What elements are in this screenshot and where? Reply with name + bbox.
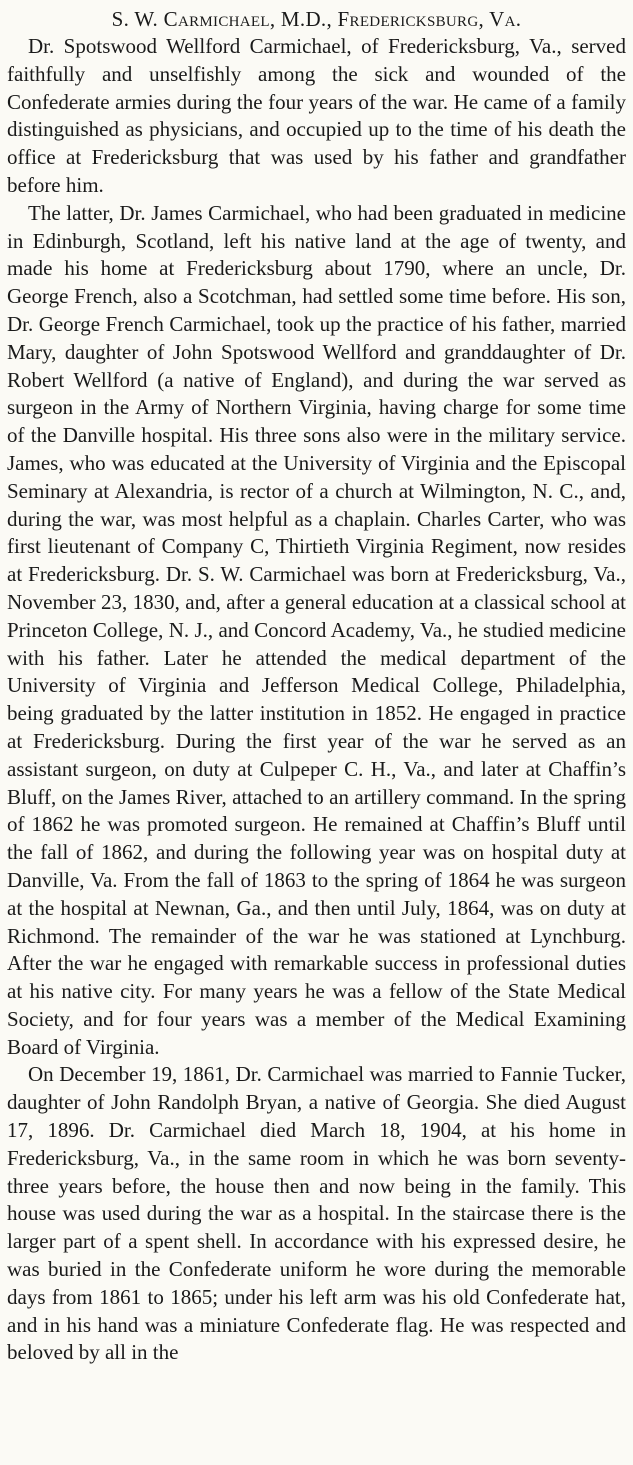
heading-text: S. W. Carmichael, M.D., Fredericksburg, Va.	[111, 7, 522, 31]
article-heading	[7, 5, 626, 33]
paragraph-2: The latter, Dr. James Carmichael, who had been graduated in medicine in Edinburgh, Scotland, left his native land at the age of twenty, and made his home at Fredericksburg about 1790, where an uncle, Dr. George French, also a Scotchman, had settled some time before. His son, Dr. George French Carmichael, took up the practice of his father, married Mary, daughter of John Spotswood Wellford and granddaughter of Dr. Robert Wellford (a native of England), and during the war served as surgeon in the Army of Northern Virginia, having charge for some time of the Danville hospital. His three sons also were in the military service. James, who was educated at the University of Virginia and the Episcopal Seminary at Alexandria, is rector of a church at Wilmington, N. C., and, during the war, was most helpful as a chaplain. Charles Carter, who was first lieutenant of Company C, Thirtieth Virginia Regiment, now resides at Fredericksburg. Dr. S. W. Carmichael was born at Fredericksburg, Va., November 23, 1830, and, after a general education at a classical school at Princeton College, N. J., and Concord Academy, Va., he studied medicine with his father. Later he attended the medical department of the University of Virginia and Jefferson Medical College, Philadelphia, being graduated by the latter institution in 1852. He engaged in practice at Fredericksburg. During the first year of the war he served as an assistant surgeon, on duty at Culpeper C. H., Va., and later at Chaffin’s Bluff, on the James River, attached to an artillery command. In the spring of 1862 he was promoted surgeon. He remained at Chaffin’s Bluff until the fall of 1862, and during the following year was on hospital duty at Danville, Va. From the fall of 1863 to the spring of 1864 he was surgeon at the hospital at Newnan, Ga., and then until July, 1864, was on duty at Richmond. The remainder of the war he was stationed at Lynchburg. After the war he engaged with remarkable success in professional duties at his native city. For many years he was a fellow of the State Medical Society, and for four years was a member of the Medical Examining Board of Virginia.	[7, 200, 626, 1059]
paragraph-1: Dr. Spotswood Wellford Carmichael, of Fredericksburg, Va., served faithfully and unselfishly among the sick and wounded of the Confederate armies during the four years of the war. He came of a family distinguished as physicians, and occupied up to the time of his death the office at Fredericksburg that was used by his father and grandfather before him.	[7, 34, 626, 197]
paragraph-3: On December 19, 1861, Dr. Carmichael was married to Fannie Tucker, daughter of John Randolph Bryan, a native of Georgia. She died August 17, 1896. Dr. Carmichael died March 18, 1904, at his home in Fredericksburg, Va., in the same room in which he was born seventy-three years before, the house then and now being in the family. This house was used during the war as a hospital. In the staircase there is the larger part of a spent shell. In accordance with his expressed desire, he was buried in the Confederate uniform he wore during the memorable days from 1861 to 1865; under his left arm was his old Confederate hat, and in his hand was a miniature Confederate flag. He was respected and beloved by all in the	[7, 1062, 626, 1365]
